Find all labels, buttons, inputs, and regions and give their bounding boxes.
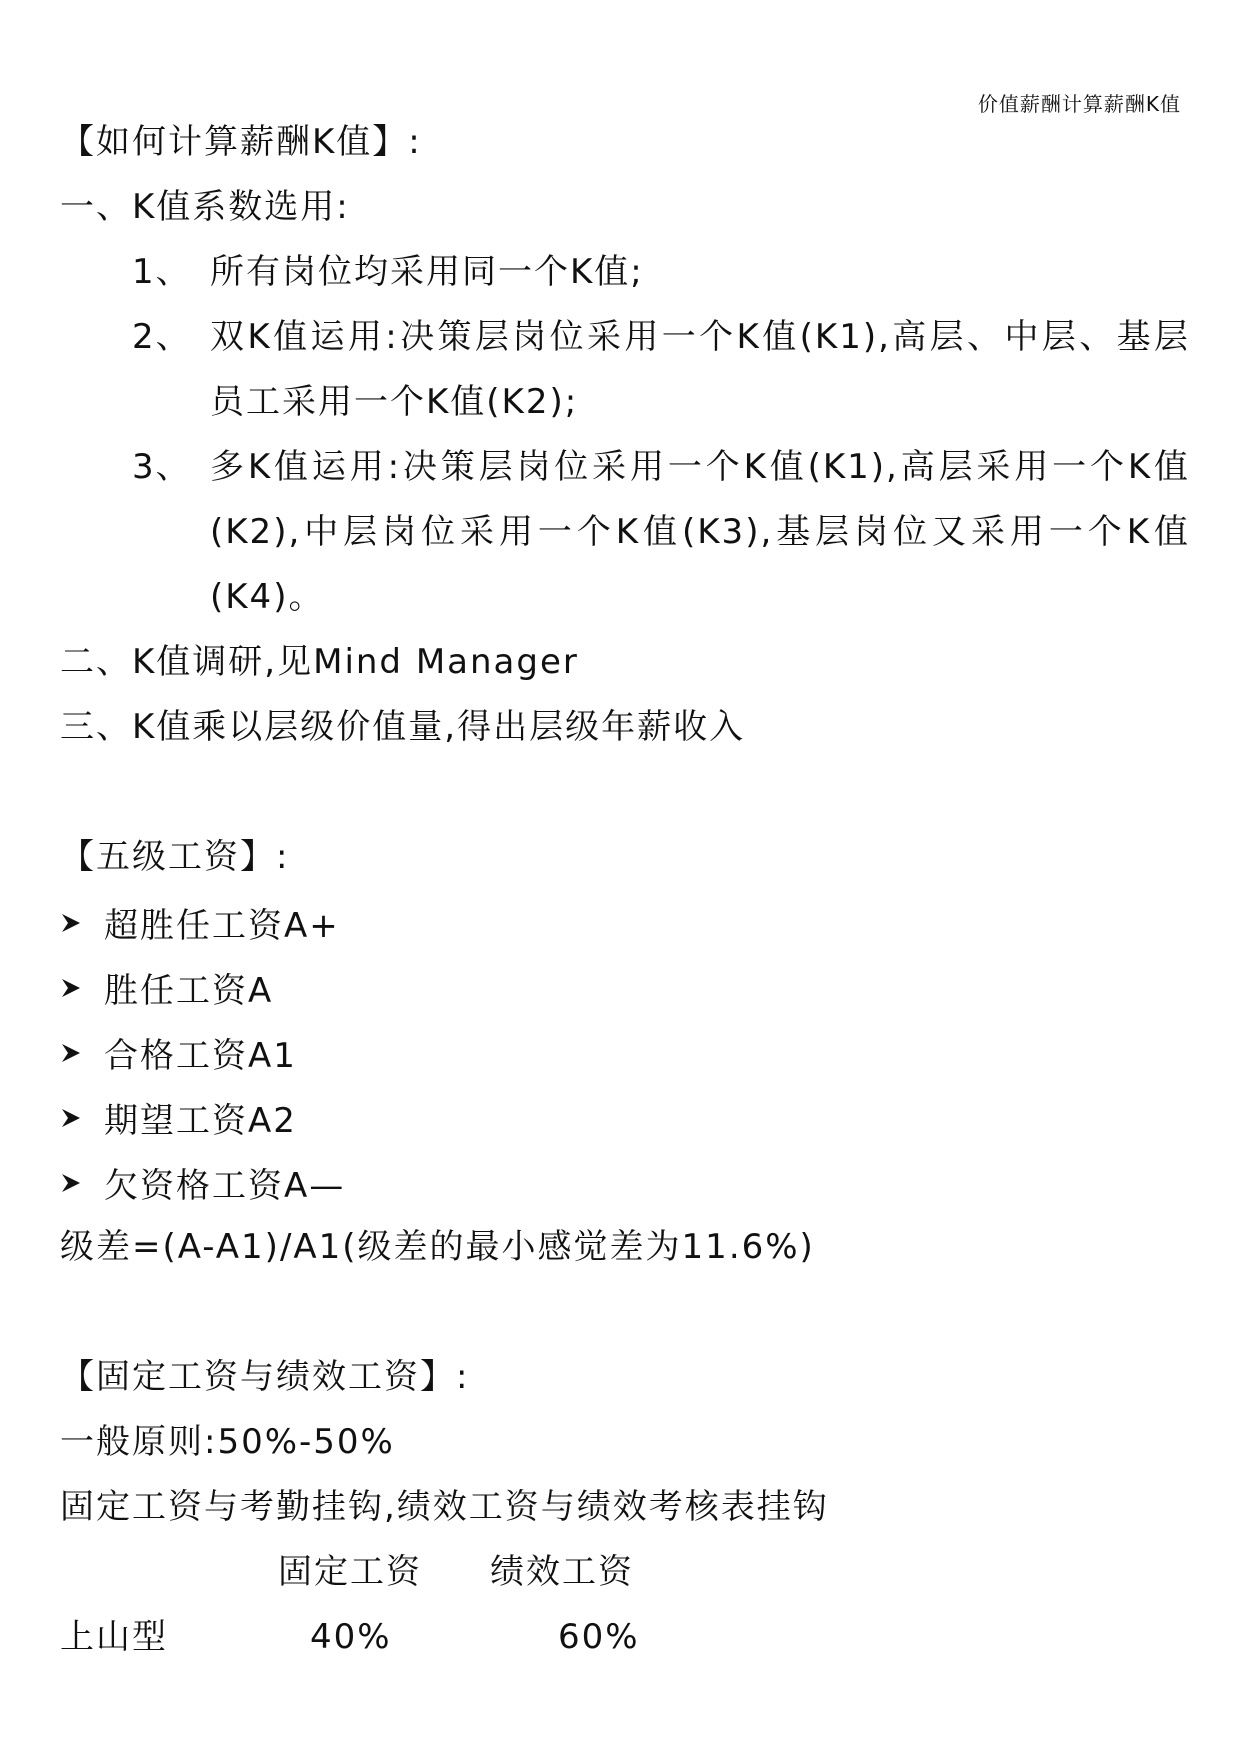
list-item [60,435,1190,630]
bullet-item [60,1020,1190,1085]
bullet-item [60,1085,1190,1150]
table-row [60,1605,1190,1670]
spacer [60,1280,1190,1345]
bullet-text: 超胜任工资A+ [104,906,340,946]
arrow-bullet-icon [60,977,104,999]
section-fixed-title: 【固定工资与绩效工资】: [60,1357,470,1397]
running-header: 价值薪酬计算薪酬K值 [977,92,1181,116]
list-item-text: 双K值运用:决策层岗位采用一个K值(K1),高层、中层、基层员工采用一个K值(K2); [210,317,1190,422]
bullet-item [60,1150,1190,1215]
bullet-text: 合格工资A1 [104,1036,297,1076]
list-item-text: 所有岗位均采用同一个K值; [210,252,644,292]
grade-formula: 级差=(A-A1)/A1(级差的最小感觉差为11.6%) [60,1227,815,1267]
link-rule: 固定工资与考勤挂钩,绩效工资与绩效考核表挂钩 [60,1487,829,1527]
arrow-bullet-icon [60,1042,104,1064]
part3-text: 三、K值乘以层级价值量,得出层级年薪收入 [60,707,746,747]
bullet-text: 期望工资A2 [104,1101,297,1141]
list-item-number: 3、 [132,447,192,487]
list-item-number: 1、 [132,252,192,292]
arrow-bullet-icon [60,912,104,934]
part1-title: 一、K值系数选用: [60,187,350,227]
bullet-text: 欠资格工资A— [104,1166,346,1206]
row-fixed-value: 40% [310,1617,392,1657]
document-body [60,110,1190,1670]
list-item-text: 多K值运用:决策层岗位采用一个K值(K1),高层采用一个K值(K2),中层岗位采用一个K值(K3),基层岗位又采用一个K值(K4)。 [210,447,1190,617]
list-item [60,305,1190,435]
list-item-number: 2、 [132,317,192,357]
arrow-bullet-icon [60,1172,104,1194]
salary-table-header [60,1540,1190,1605]
row-performance-value: 60% [558,1617,640,1657]
spacer [60,760,1190,825]
part2-text: 二、K值调研,见Mind Manager [60,642,579,682]
header-performance-salary: 绩效工资 [490,1552,634,1592]
section-k-title: 【如何计算薪酬K值】: [60,122,422,162]
bullet-text: 胜任工资A [104,971,274,1011]
row-label: 上山型 [60,1617,168,1657]
header-fixed-salary: 固定工资 [278,1552,422,1592]
general-principle: 一般原则:50%-50% [60,1422,395,1462]
bullet-item [60,955,1190,1020]
arrow-bullet-icon [60,1107,104,1129]
bullet-item [60,890,1190,955]
list-item [60,240,1190,305]
section-five-title: 【五级工资】: [60,837,290,877]
